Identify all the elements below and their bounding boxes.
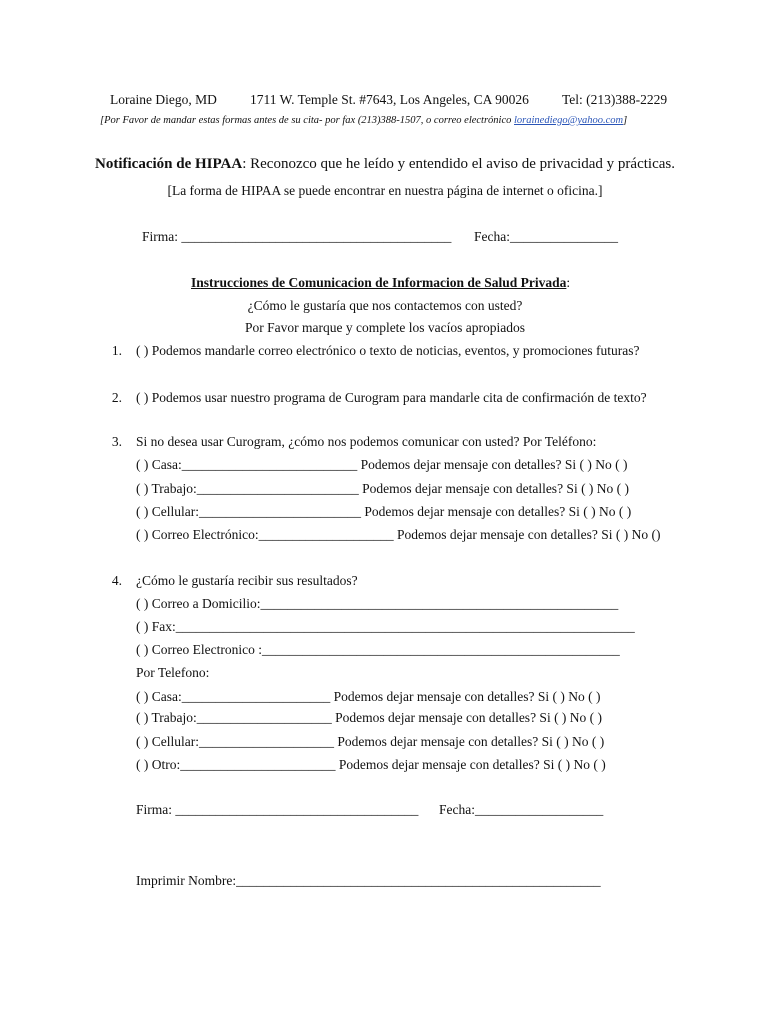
hipaa-signature-field[interactable]: Firma: ________________________________________ bbox=[142, 229, 452, 244]
item-4-correo-field[interactable]: ( ) Correo Electronico :_____________________________________________________ bbox=[136, 642, 620, 657]
instructions-heading-colon: : bbox=[566, 275, 571, 290]
item-4-trabajo-field[interactable]: ( ) Trabajo:____________________ Podemos dejar mensaje con detalles? Si ( ) No ( ) bbox=[136, 710, 603, 725]
item-4-por-telefono-label: Por Telefono: bbox=[136, 665, 210, 680]
fax-note-text: [Por Favor de mandar estas formas antes de su cita- por fax (213)388-1507, o correo electrónico bbox=[100, 115, 515, 126]
item-3-question: Si no desea usar Curogram, ¿cómo nos podemos comunicar con usted? Por Teléfono: bbox=[136, 434, 597, 449]
office-address: 1711 W. Temple St. #7643, Los Angeles, CA 90026 bbox=[250, 92, 529, 107]
item-4-cellular-field[interactable]: ( ) Cellular:____________________ Podemos dejar mensaje con detalles? Si ( ) No ( ) bbox=[136, 734, 605, 749]
hipaa-title bbox=[0, 156, 770, 172]
instructions-heading bbox=[191, 275, 570, 291]
item-2-curogram-consent[interactable]: ( ) Podemos usar nuestro programa de Curogram para mandarle cita de confirmación de texto? bbox=[136, 390, 647, 405]
hipaa-subtitle: [La forma de HIPAA se puede encontrar en nuestra página de internet o oficina.] bbox=[167, 183, 603, 198]
contact-question: ¿Cómo le gustaría que nos contactemos con usted? bbox=[247, 298, 523, 313]
item-1-email-consent[interactable]: ( ) Podemos mandarle correo electrónico o texto de noticias, eventos, y promociones futuras? bbox=[136, 343, 640, 358]
fax-note-end: ] bbox=[623, 115, 628, 126]
item-2-number: 2. bbox=[111, 390, 122, 405]
item-1-number: 1. bbox=[111, 343, 122, 358]
item-3-number: 3. bbox=[111, 434, 122, 449]
office-phone: Tel: (213)388-2229 bbox=[562, 92, 668, 107]
item-4-otro-field[interactable]: ( ) Otro:_______________________ Podemos dejar mensaje con detalles? Si ( ) No ( ) bbox=[136, 757, 606, 772]
hipaa-date-field[interactable]: Fecha:________________ bbox=[474, 229, 618, 244]
item-3-cellular-field[interactable]: ( ) Cellular:________________________ Podemos dejar mensaje con detalles? Si ( ) No ( ) bbox=[136, 504, 632, 519]
item-3-correo-field[interactable]: ( ) Correo Electrónico:____________________ Podemos dejar mensaje con detalles? Si ( ) No () bbox=[136, 527, 661, 542]
footer-signature-field[interactable]: Firma: ____________________________________ bbox=[136, 802, 419, 817]
contact-directive: Por Favor marque y complete los vacíos apropiados bbox=[244, 320, 526, 335]
print-name-field[interactable]: Imprimir Nombre:______________________________________________________ bbox=[136, 873, 601, 888]
item-3-casa-field[interactable]: ( ) Casa:__________________________ Podemos dejar mensaje con detalles? Si ( ) No ( ) bbox=[136, 457, 628, 472]
hipaa-title-text: : Reconozco que he leído y entendido el aviso de privacidad y prácticas. bbox=[242, 156, 675, 172]
item-3-trabajo-field[interactable]: ( ) Trabajo:________________________ Podemos dejar mensaje con detalles? Si ( ) No ( ) bbox=[136, 481, 630, 496]
footer-date-field[interactable]: Fecha:___________________ bbox=[439, 802, 604, 817]
instructions-heading-text: Instrucciones de Comunicacion de Informacion de Salud Privada bbox=[191, 275, 567, 290]
item-4-casa-field[interactable]: ( ) Casa:______________________ Podemos dejar mensaje con detalles? Si ( ) No ( ) bbox=[136, 689, 601, 704]
item-4-domicilio-field[interactable]: ( ) Correo a Domicilio:_____________________________________________________ bbox=[136, 596, 619, 611]
hipaa-title-bold: Notificación de HIPAA bbox=[95, 156, 243, 172]
email-link[interactable]: lorainediego@yahoo.com bbox=[514, 115, 624, 126]
item-4-question: ¿Cómo le gustaría recibir sus resultados? bbox=[136, 573, 358, 588]
item-4-number: 4. bbox=[111, 573, 122, 588]
doctor-name: Loraine Diego, MD bbox=[110, 92, 217, 107]
fax-note bbox=[100, 113, 627, 129]
item-4-fax-field[interactable]: ( ) Fax:____________________________________________________________________ bbox=[136, 619, 635, 634]
